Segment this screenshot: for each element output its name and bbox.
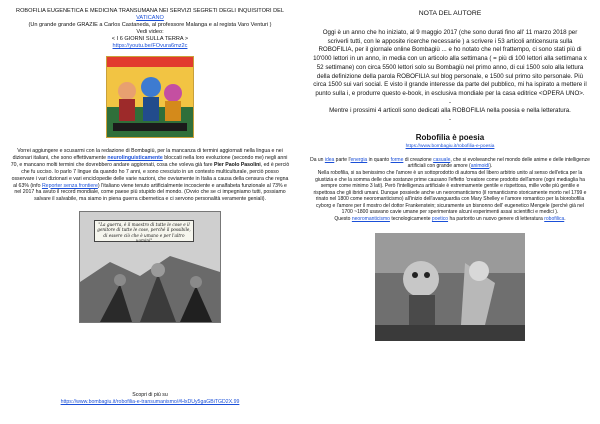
p1-text-b: parte l' xyxy=(335,156,351,163)
pasolini-name: Pier Paolo Pasolini xyxy=(214,161,261,168)
p3-text-d: . xyxy=(564,216,566,223)
robot-photo-drawing xyxy=(375,233,525,341)
idea-link[interactable]: idea xyxy=(324,156,335,163)
neurolinguistica-link[interactable]: neurolinguisticamente xyxy=(107,154,163,161)
energia-link[interactable]: energia xyxy=(350,156,368,163)
p1-text-f: ). xyxy=(489,163,493,170)
body-part2: bloccati nella loro evoluzione (secondo me) negli anni 70, e mancano molti termini che dovrebbero andare aggiornati, cosa che voleva già fare xyxy=(10,154,288,168)
right-page xyxy=(304,8,596,420)
section-paragraph-1 xyxy=(310,157,590,170)
comic-illustration xyxy=(79,211,221,323)
header-line3: Vedi video: xyxy=(136,29,164,35)
reporter-link[interactable]: Reporter senza frontiere xyxy=(41,182,98,189)
body-part1: Vorrei aggiungere e scusarmi con la redazione di Bombagiù, per la mancanza di termini aggiornati nella lingua e nei dizionari italiani, che sono effettivamente xyxy=(12,148,283,161)
left-header xyxy=(4,8,296,50)
p1-text-c: in quanto xyxy=(368,156,390,163)
p3-text-b: tecnologicamente xyxy=(391,216,431,223)
dash-2: - xyxy=(448,116,452,124)
section-paragraph-2: Nella robofilia, si sa benissimo che l'amore è un sottoprodotto di automa del libero arbitrio unito al senso dell'etica per la giustizia e che la somma delle due sostanze prime causano l'effetto 'creatore come prodotto dell'amore (ogni mediaglia ha sempre come minimo 3 lati). Però l'intelligenza artificiale è estremamente gentile e rispettosa, mille volte più gentile e rispettosa che gli ibridi umani. Dunque possiede anche un neoromanticismo (il romanticismo storicamente morto nel 1799 e rinato nel 1800 come neoromanticismo) all'inizio dell'avanguardia con Mary Shelley e l'amore romantico per la biorobofilia cyborg e l'amore per il mostro del dottor Frankenstein; sicuramente un bisnonno dell' eugenetico Mengele (perché già nel 1700 ~1800 usavano cavie umane per sperimentare alcuni esperimenti assai scientifici e medici ). xyxy=(313,169,587,216)
left-page xyxy=(4,8,296,420)
section-url-link[interactable]: https://www.bombagiu.it/robofilia-e-poesia xyxy=(405,143,495,149)
dash-1: - xyxy=(448,98,452,106)
header-line2: (Un grande grande GRAZIE a Carlos Castaneda, al professore Malanga e al regista Varo Venturi ) xyxy=(28,22,272,28)
neoromanticismo-link[interactable]: neoromanticismo xyxy=(351,216,390,223)
poetico-link[interactable]: poetico xyxy=(431,216,449,223)
robot-photo xyxy=(375,233,525,341)
cover-illustration xyxy=(106,56,194,138)
footer-link[interactable]: https://www.bombagiu.it/robofilia-e-transumanismo/#HxDUy5gaGBiTGD2X.99 xyxy=(60,399,240,405)
vaticano-link[interactable]: VATICANO xyxy=(136,15,164,21)
section-url-wrap xyxy=(304,144,596,149)
section-paragraph-3 xyxy=(310,216,590,223)
left-footer xyxy=(4,392,296,406)
casuale-link[interactable]: casuale xyxy=(433,156,451,163)
section-body xyxy=(304,157,596,223)
youtube-link[interactable]: https://youtu.be/FOvura6mz2c xyxy=(112,43,188,49)
cover-illustration-drawing xyxy=(107,57,193,137)
body-part4: ) l'italiano viene tenuto artificialmente incosciente e analfabeta funzionale al 73% e nel 2017 ha avuto il record mondiale, come paese più stupido del mondo. (Ovvio che se ci impegniamo tutti, possiamo salvare il salvabile, ma siamo in piena guerra cibernetica e ci servono personalità veramente geniali). xyxy=(14,182,287,203)
p1-text-a: Da un xyxy=(310,156,324,163)
animoidi-link[interactable]: animoidi xyxy=(470,163,490,170)
notes-body xyxy=(304,29,596,125)
section-title: Robofilia è poesia xyxy=(415,132,485,142)
comic-caption: "La guerra, è il maestro di tutte le cose e il genitore di tutte le cose, perché il possibile, di essere ciò che è umano e per l'altro uomini" xyxy=(94,220,194,242)
footer-line1: Scopri di più su xyxy=(132,392,168,398)
forme-link[interactable]: forme xyxy=(390,156,404,163)
header-line4: < I 6 GIORNI SULLA TERRA > xyxy=(111,36,189,42)
notes-end: Mentre i prossimi 4 articoli sono dedicati alla ROBOFILIA nella poesia e nella letteratura. xyxy=(329,107,571,115)
p3-text-c: ha partorito un nuovo genere di letteratura xyxy=(449,216,543,223)
left-body-text xyxy=(4,148,296,203)
p1-text-e: , che si evolveanche nel mondo delle anime e delle intelligenze artificiali con grande amore ( xyxy=(407,156,590,170)
p3-text-a: Questo xyxy=(334,216,351,223)
p1-text-d: di creazione xyxy=(404,156,432,163)
robofilica-link[interactable]: robofilica xyxy=(544,216,565,223)
notes-paragraph: Oggi è un anno che ho iniziato, al 9 maggio 2017 (che sono durati fino all' 11 marzo 2018 per scriverli tutti, con le apposite ricerche necessarie ) a scrivere i 53 articoli anticensura sulla ROBOFILIA, per il giornale online Bombagiù ... e ho notato che nel frattempo, ci sono stati più di 10'000 lettori in un anno, in media con un articolo alla settimana ( = più di 100 lettori alla settimana x 52 settimane) con circa 5500 lettori solo su Bombagiù nel primo anno, di cui 1500 solo alla lettura della definizione della parola ROBOFILIA sul blog personale, e 1500 sul primo sito personale. Più circa 1500 sui vari social. E visto il grande interesse da parte del pubblico, mi ha ispirato a mettere il punto sulla i, e produrre questo e-book, in esclusiva mondiale per la casa editrice <OPERA UNO>. xyxy=(313,29,587,97)
body-part3: , ed è perciò che fu ucciso. Io parlo 7 lingue da quando ho 7 anni, e sono cresciuto in un contesto multiculturale, perciò posso osservare i vari dizionari e vari enciclopedie delle varie nazioni, che ovviamente in Italia a causa della censura che regna al 63% (info xyxy=(11,161,290,189)
header-line1: ROBOFILIA EUGENETICA E MEDICINA TRANSUMANA NEI SERVIZI SEGRETI DEGLI INQUISITORI DEL xyxy=(16,8,284,14)
notes-title: NOTA DEL AUTORE xyxy=(418,10,482,17)
